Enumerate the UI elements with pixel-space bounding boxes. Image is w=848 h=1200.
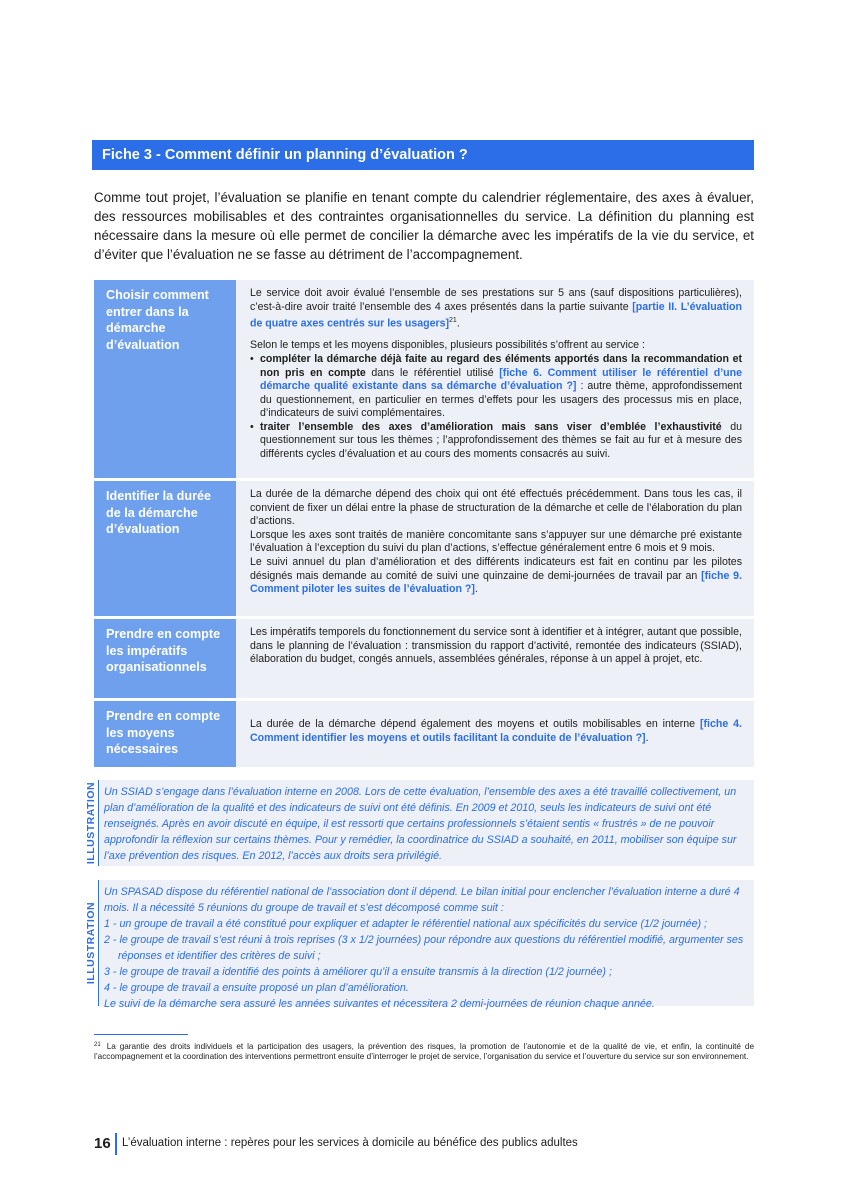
footnote-ref[interactable]: 21 [449,317,457,325]
row-label: Prendre en compte les impératifs organisationnels [94,619,236,698]
row-label: Identifier la durée de la démarche d’évaluation [94,481,236,616]
row-content [236,619,754,698]
footnote-separator [94,1034,188,1035]
table-row-constraints [94,619,754,698]
illustration-tag-label: ILLUSTRATION [85,781,97,865]
page-number: 16 [94,1135,111,1152]
footer-title: L’évaluation interne : repères pour les services à domicile au bénéfice des publics adultes [122,1137,578,1149]
footer-divider [115,1133,117,1155]
row-content [236,701,754,767]
fiche-title: Fiche 3 - Comment définir un planning d’évaluation ? [102,147,468,163]
row-label: Prendre en compte les moyens nécessaires [94,701,236,767]
illustration-paragraph: Le suivi de la démarche sera assuré les années suivantes et nécessitera 2 demi-journées de réunion chaque année. [104,998,655,1010]
illustration-paragraph: Un SSIAD s’engage dans l’évaluation interne en 2008. Lors de cette évaluation, l’ensemble des axes a été travaillé collectivement, un plan d’amélioration de la qualité et des indicateurs de suivi ont été définis. En 2009 et 2010, seuls les indicateurs de suivi ont été renseignés. Après en avoir discuté en équipe, il est ressorti que certains professionnels s’étaient sentis « frustrés » de ne pouvoir approfondir la réflexion sur certains thèmes. Pour y remédier, la coordinatrice du SSIAD a souhaité, en 2011, mobiliser son équipe sur l’axe prévention des risques. En 2012, l’accès aux droits sera privilégié. [104,786,737,862]
illustration-step: 1 - un groupe de travail a été constitué pour expliquer et adapter le référentiel national aux spécificités du service (1/2 journée) ; [104,918,708,930]
row-text: Lorsque les axes sont traités de manière concomitante sans s’appuyer sur une démarche pré existante l’évaluation à l’exception du suivi du plan d’actions, s’effectue généralement entre 6 mois et 9 mois. [250,528,742,555]
table-row-entry [94,280,754,478]
list-item-bold: traiter l’ensemble des axes d’amélioration mais sans viser d’emblée l’exhaustivité [260,420,722,433]
row-text: . [645,731,649,744]
illustration-paragraph: Un SPASAD dispose du référentiel national de l’association dont il dépend. Le bilan initial pour enclencher l’évaluation interne a duré 4 mois. Il a nécessité 5 réunions du groupe de travail et s’est décomposé comme suit : [104,886,740,914]
cross-reference-link[interactable]: [fiche 4. Comment identifier les moyens et outils facilitant la conduite de l’évaluation ?] [250,718,742,744]
illustration-step: 3 - le groupe de travail a identifié des points à améliorer qu’il a ensuite transmis à la direction (1/2 journée) ; [104,966,612,978]
fiche-title-banner [92,140,754,170]
list-item-text: dans le référentiel utilisé [365,366,500,379]
intro-paragraph: Comme tout projet, l’évaluation se planifie en tenant compte du calendrier réglementaire, des axes à évaluer, des ressources mobilisables et des contraintes organisationnelles du service. La définition du planning est nécessaire dans la mesure où elle permet de concilier la démarche avec les impératifs de la vie du service, et d’éviter que l’évaluation ne se fasse au détriment de l’accompagnement. [94,190,754,262]
illustration-box [84,780,754,866]
list-item-text: : autre thème, approfondissement du questionnement, en particulier en termes d’effets pour les usagers des processus mis en place, d’indicateurs de suivi complémentaires. [260,380,743,420]
illustration-text [100,780,754,866]
table-row-duration [94,481,754,616]
row-text: . [456,317,460,330]
row-text: La durée de la démarche dépend également des moyens et outils mobilisables en interne [250,718,700,730]
row-label: Choisir comment entrer dans la démarche d’évaluation [94,280,236,478]
footnote-text: La garantie des droits individuels et la participation des usagers, la prévention des risques, la promotion de l’autonomie et de la qualité de vie, et enfin, la continuité de l’accompagnement et la coordination des interventions permettront ensuite d’interroger le projet de service, l’organisation du service et l’ouverture du service sur son environnement. [94,1042,754,1062]
row-text: Le service doit avoir évalué l’ensemble de ses prestations sur 5 ans (sauf dispositions particulières), c’est-à-dire avoir traité l’ensemble des 4 axes présentés dans la partie suivante [250,287,742,313]
row-content [236,280,754,478]
row-content [236,481,754,616]
footnote-number: 21 [94,1042,101,1048]
row-text: Le suivi annuel du plan d’amélioration et des différents indicateurs est fait en continu par les pilotes désignés mais demande au comité de suivi une quinzaine de demi-journées de travail par an [250,555,742,582]
illustration-step: 4 - le groupe de travail a ensuite proposé un plan d’amélioration. [104,982,409,994]
table-row-resources [94,701,754,767]
illustration-step: 2 - le groupe de travail s’est réuni à trois reprises (3 x 1/2 journées) pour répondre aux questions du référentiel modifié, argumenter ses réponses et identifier des critères de suivi ; [104,934,744,962]
cross-reference-link[interactable]: [fiche 9. Comment piloter les suites de l’évaluation ?] [250,569,742,596]
row-text: Selon le temps et les moyens disponibles, plusieurs possibilités s’offrent au service : [250,339,645,352]
list-item [250,353,742,421]
row-text: . [474,583,478,596]
cross-reference-link[interactable]: [fiche 6. Comment utiliser le référentiel d’une démarche qualité existante dans sa démarche d’évaluation ?] [260,366,742,393]
illustration-tag-label: ILLUSTRATION [85,901,97,985]
list-item-text: du questionnement sur tous les thèmes ; l’approfondissement des thèmes se fait au fur et à mesure des différents cycles d’évaluation et au cours des moments consacrés au suivi. [260,420,742,461]
row-text: La durée de la démarche dépend des choix qui ont été effectués précédemment. Dans tous les cas, il convient de fixer un délai entre la phase de structuration de la démarche et celle de l’élaboration du plan d’actions. [250,488,742,528]
illustration-tag [84,880,99,1006]
illustration-box [84,880,754,1010]
row-text: Les impératifs temporels du fonctionnement du service sont à identifier et à intégrer, autant que possible, dans le planning de l’évaluation : transmission du rapport d’activité, remontée des indicateurs (SSIAD), élaboration du budget, congés annuels, assemblées générales, réponse à un appel à projet, etc. [250,626,742,666]
illustration-text [100,880,754,1010]
illustration-tag [84,780,99,866]
options-list [250,353,742,462]
cross-reference-link[interactable]: [partie II. L’évaluation de quatre axes centrés sur les usagers] [250,300,742,330]
footnote [94,1040,754,1062]
list-item-bold: compléter la démarche déjà faite au regard des éléments apportés dans la recommandation et non pris en compte [260,352,742,379]
list-item [250,421,742,462]
